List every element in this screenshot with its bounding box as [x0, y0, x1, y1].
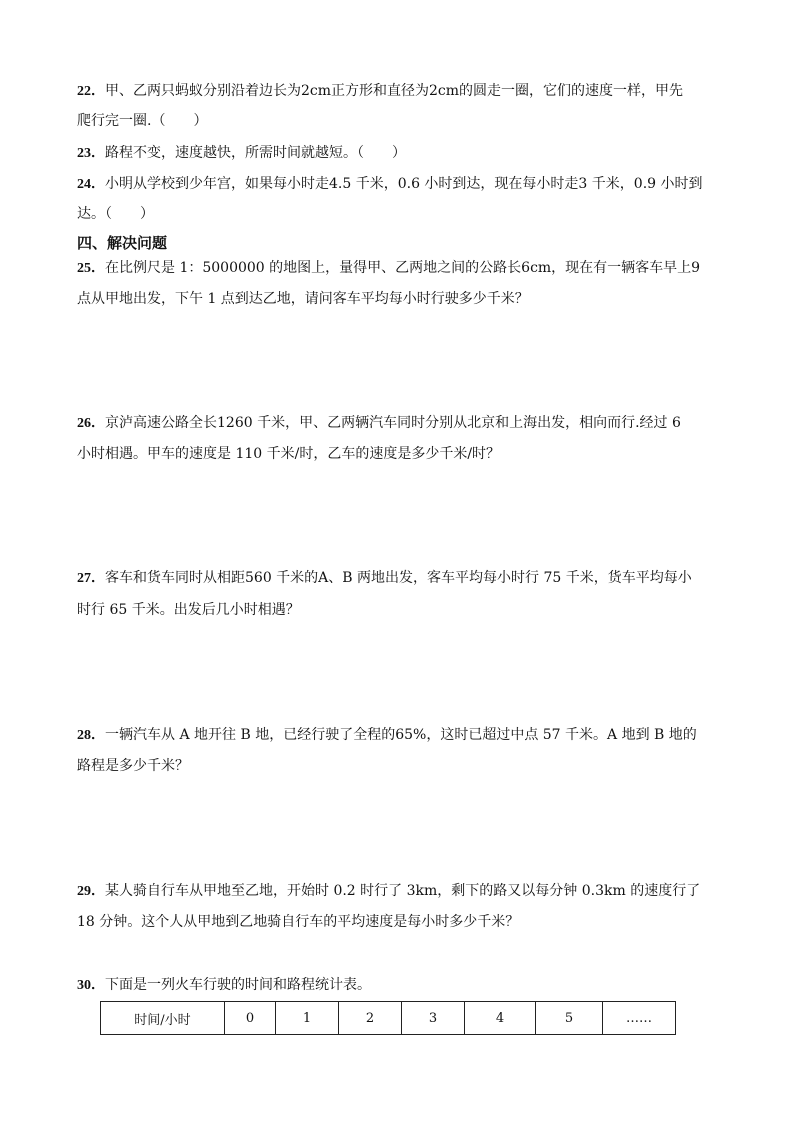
question-25-line-2: 点从甲地出发，下午 1 点到达乙地，请问客车平均每小时行驶多少千米？ — [77, 291, 529, 307]
question-30 — [77, 975, 371, 996]
question-text: 小明从学校到少年宫，如果每小时走4.5 千米，0.6 小时到达，现在每小时走3 千米，0.9 小时到 — [105, 176, 703, 192]
question-number: 25． — [77, 261, 105, 276]
question-number: 28． — [77, 728, 105, 743]
question-24-line-2: 达。（ ） — [77, 206, 154, 222]
question-number: 23． — [77, 146, 105, 161]
section-heading: 四、解决问题 — [77, 234, 168, 252]
question-25-line-1 — [77, 258, 700, 279]
question-23 — [77, 143, 406, 164]
table-cell: 2 — [339, 1002, 402, 1035]
question-number: 22． — [77, 84, 105, 99]
time-distance-table — [100, 1001, 676, 1035]
table-row — [101, 1002, 676, 1035]
table-cell: 1 — [276, 1002, 339, 1035]
question-text: 一辆汽车从 A 地开往 B 地，已经行驶了全程的65%，这时已超过中点 57 千米。A 地到 B 地的 — [105, 727, 697, 743]
question-text: 在比例尺是 1：5000000 的地图上，量得甲、乙两地之间的公路长6cm，现在有一辆客车早上9 — [105, 260, 701, 276]
question-26-line-2: 小时相遇。甲车的速度是 110 千米/时，乙车的速度是多少千米/时？ — [77, 446, 501, 462]
question-text: 甲、乙两只蚂蚁分别沿着边长为2cm正方形和直径为2cm的圆走一圈，它们的速度一样，甲先 — [105, 83, 684, 99]
question-27-line-2: 时行 65 千米。出发后几小时相遇？ — [77, 602, 300, 618]
question-number: 29． — [77, 884, 105, 899]
question-number: 27． — [77, 571, 105, 586]
table-cell: 0 — [225, 1002, 276, 1035]
question-29-line-2: 18 分钟。这个人从甲地到乙地骑自行车的平均速度是每小时多少千米？ — [77, 914, 520, 930]
question-26-line-1 — [77, 413, 681, 434]
table-cell: …… — [603, 1002, 676, 1035]
question-text: 路程不变，速度越快，所需时间就越短。（ ） — [105, 145, 406, 161]
question-text: 客车和货车同时从相距560 千米的A、B 两地出发，客车平均每小时行 75 千米，货车平均每小 — [105, 570, 692, 586]
question-text: 某人骑自行车从甲地至乙地，开始时 0.2 时行了 3km，剩下的路又以每分钟 0.3km 的速度行了 — [105, 883, 701, 899]
table-cell: 5 — [536, 1002, 603, 1035]
question-number: 24． — [77, 177, 105, 192]
table-cell: 3 — [402, 1002, 465, 1035]
question-number: 30． — [77, 978, 105, 993]
question-28-line-2: 路程是多少千米？ — [77, 758, 189, 774]
question-24-line-1 — [77, 174, 703, 195]
question-27-line-1 — [77, 568, 692, 589]
question-number: 26． — [77, 416, 105, 431]
question-28-line-1 — [77, 725, 697, 746]
question-text: 京泸高速公路全长1260 千米，甲、乙两辆汽车同时分别从北京和上海出发，相向而行.经过 6 — [105, 415, 681, 431]
question-text: 下面是一列火车行驶的时间和路程统计表。 — [105, 977, 371, 993]
question-22-line-2: 爬行完一圈.（ ） — [77, 113, 208, 129]
table-header-cell: 时间/小时 — [101, 1002, 225, 1035]
question-29-line-1 — [77, 881, 700, 902]
question-22-line-1 — [77, 81, 683, 102]
table-cell: 4 — [465, 1002, 536, 1035]
